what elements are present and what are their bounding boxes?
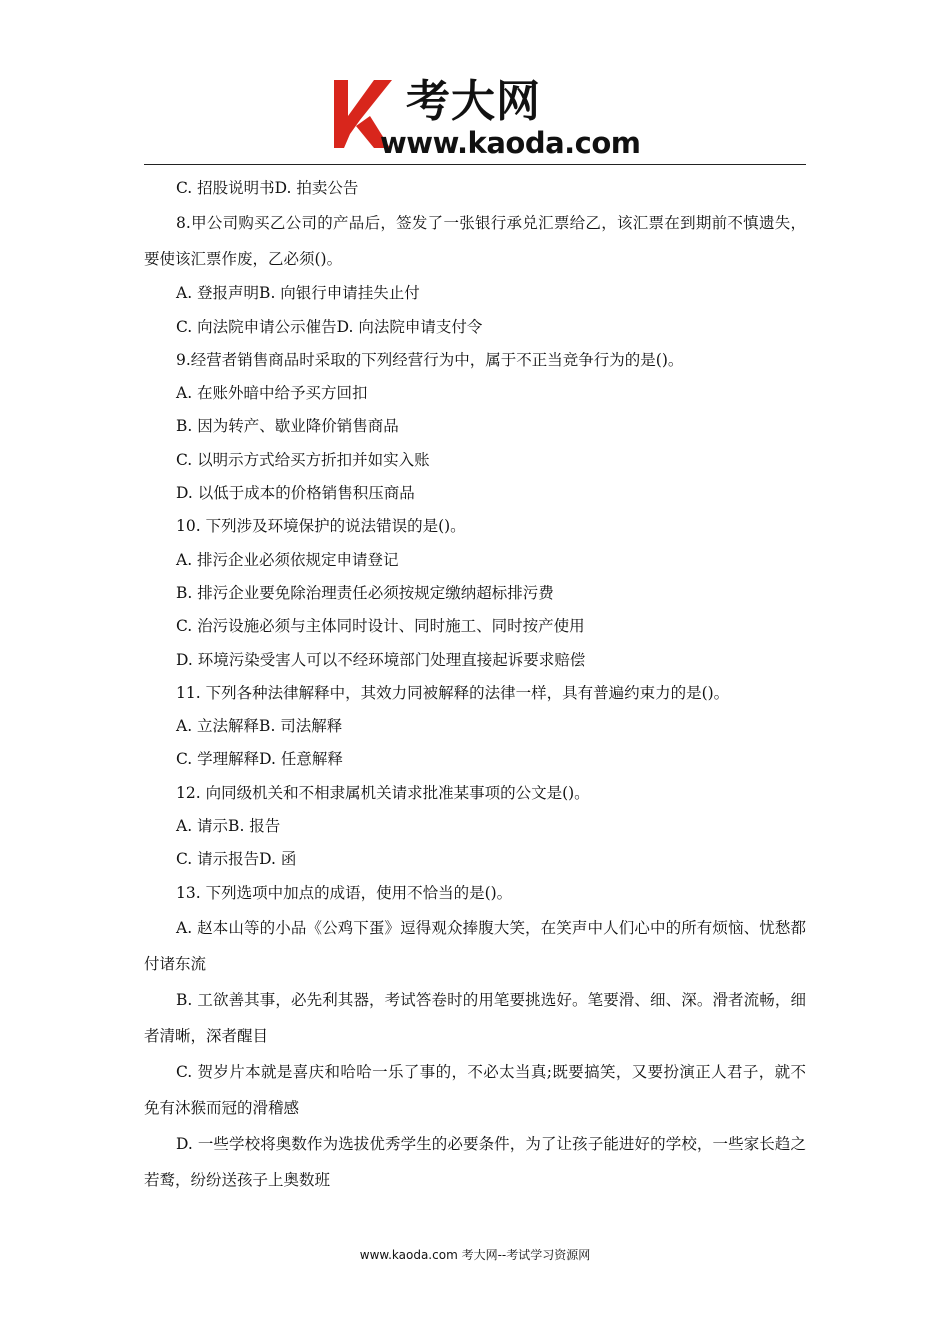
option-paragraph: A. 赵本山等的小品《公鸡下蛋》逗得观众捧腹大笑，在笑声中人们心中的所有烦恼、忧愁都付诸东流 [144, 918, 806, 973]
page-footer[interactable]: www.kaoda.com 考大网--考试学习资源网 [359, 1248, 591, 1262]
document-body [144, 172, 806, 1198]
option-line: A. 排污企业必须依规定申请登记 [176, 550, 399, 569]
option-line: B. 排污企业要免除治理责任必须按规定缴纳超标排污费 [176, 583, 554, 602]
question-8: 8.甲公司购买乙公司的产品后，签发了一张银行承兑汇票给乙，该汇票在到期前不慎遗失，要使该汇票作废，乙必须()。 [144, 214, 806, 269]
question-12: 12. 向同级机关和不相隶属机关请求批准某事项的公文是()。 [176, 783, 590, 802]
option-line: C. 招股说明书D. 拍卖公告 [176, 179, 359, 197]
question-10: 10. 下列涉及环境保护的说法错误的是()。 [176, 517, 466, 536]
logo-url: www.kaoda.com [380, 126, 641, 160]
option-line: A. 登报声明B. 向银行申请挂失止付 [176, 284, 420, 303]
question-9: 9.经营者销售商品时采取的下列经营行为中，属于不正当竞争行为的是()。 [176, 350, 684, 369]
option-line: B. 因为转产、歇业降价销售商品 [176, 417, 399, 436]
option-paragraph: B. 工欲善其事，必先利其器，考试答卷时的用笔要挑选好。笔要滑、细、深。滑者流畅，细者清晰，深者醒目 [144, 990, 806, 1045]
option-line: A. 请示B. 报告 [176, 817, 281, 836]
option-line: C. 向法院申请公示催告D. 向法院申请支付令 [176, 317, 483, 336]
option-line: C. 以明示方式给买方折扣并如实入账 [176, 450, 430, 469]
option-paragraph: C. 贺岁片本就是喜庆和哈哈一乐了事的，不必太当真;既要搞笑，又要扮演正人君子，就不免有沐猴而冠的滑稽感 [144, 1062, 806, 1117]
option-line: A. 在账外暗中给予买方回扣 [176, 384, 368, 403]
option-line: D. 以低于成本的价格销售积压商品 [176, 484, 415, 503]
logo-chinese-name: 考大网 [406, 76, 541, 127]
option-line: A. 立法解释B. 司法解释 [176, 717, 343, 736]
header-divider [144, 164, 806, 165]
option-line: C. 学理解释D. 任意解释 [176, 750, 343, 769]
option-line: D. 环境污染受害人可以不经环境部门处理直接起诉要求赔偿 [176, 650, 586, 669]
question-11: 11. 下列各种法律解释中，其效力同被解释的法律一样，具有普遍约束力的是()。 [176, 683, 730, 702]
site-logo[interactable] [330, 76, 660, 160]
option-line: C. 请示报告D. 函 [176, 850, 297, 869]
option-line: C. 治污设施必须与主体同时设计、同时施工、同时按产使用 [176, 617, 585, 636]
question-13: 13. 下列选项中加点的成语，使用不恰当的是()。 [176, 883, 513, 902]
option-paragraph: D. 一些学校将奥数作为选拔优秀学生的必要条件，为了让孩子能进好的学校，一些家长趋之若鹜，纷纷送孩子上奥数班 [144, 1134, 806, 1189]
